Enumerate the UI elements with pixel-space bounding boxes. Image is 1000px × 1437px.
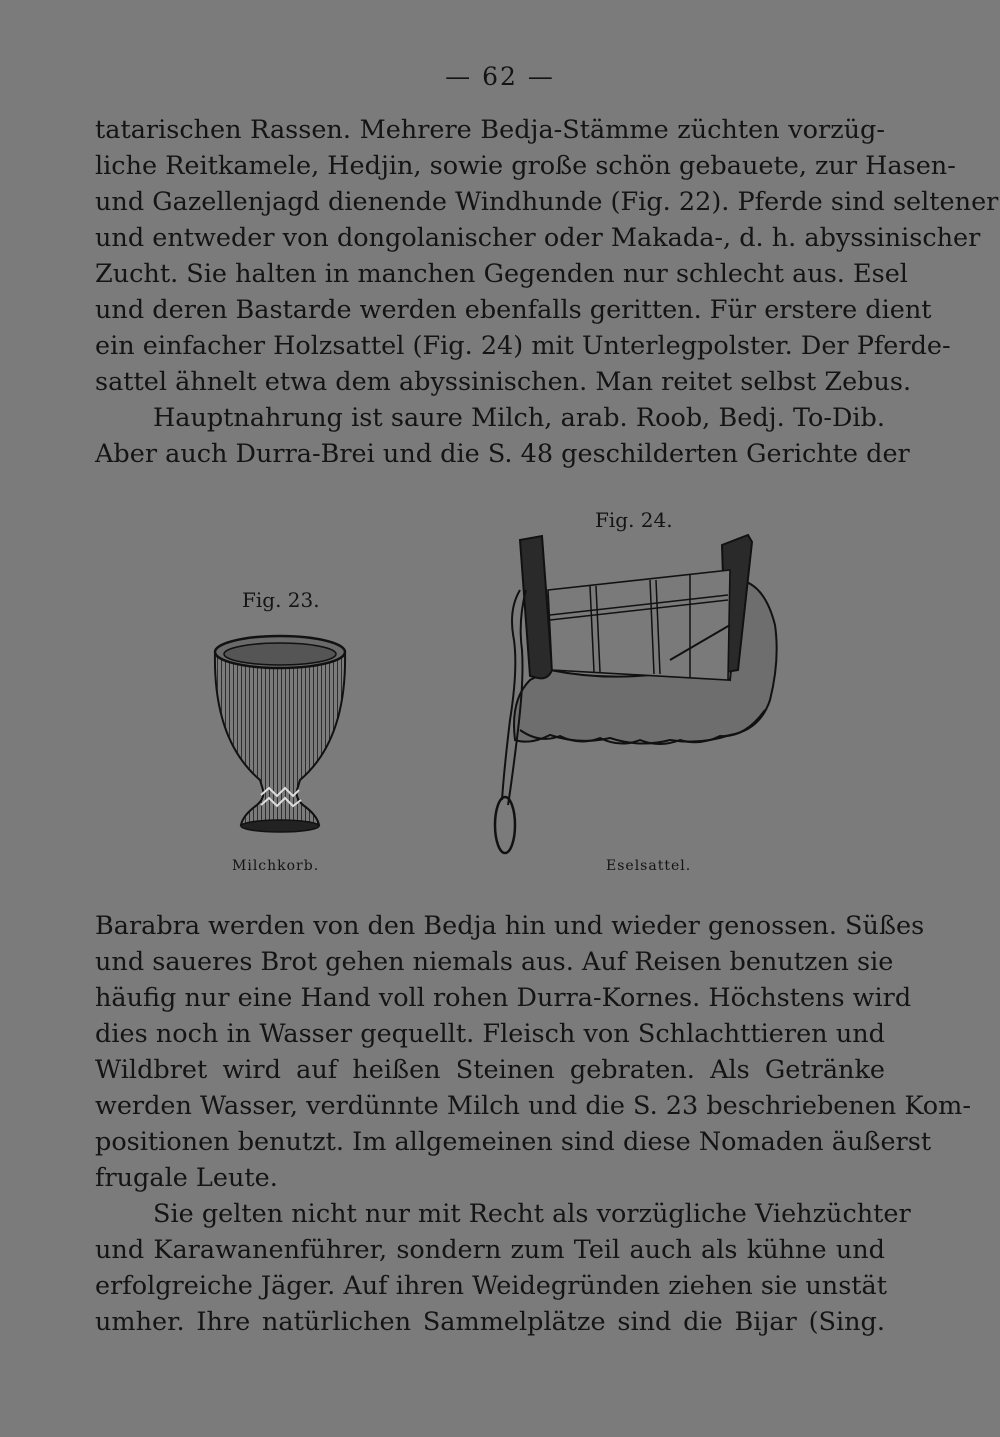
paragraph-1: [95, 112, 999, 400]
text-line: dies noch in Wasser gequellt. Fleisch von Schlachttieren und: [95, 1019, 885, 1049]
text-line: Hauptnahrung ist saure Milch, arab. Roob, Bedj. To-Dib.: [153, 403, 885, 433]
fig-23-label: Milchkorb.: [232, 858, 320, 874]
fig-24-label: Eselsattel.: [606, 858, 692, 874]
milk-basket-illustration: [205, 630, 355, 840]
text-line: und entweder von dongolanischer oder Makada-, d. h. abyssinischer: [95, 223, 981, 253]
text-line: umher. Ihre natürlichen Sammelplätze sind die Bijar (Sing.: [95, 1307, 885, 1337]
text-line: ein einfacher Holzsattel (Fig. 24) mit Unterlegpolster. Der Pferde-: [95, 331, 951, 361]
text-line: frugale Leute.: [95, 1163, 278, 1193]
text-line: und Karawanenführer, sondern zum Teil auch als kühne und: [95, 1235, 885, 1265]
fig-23-caption: Fig. 23.: [242, 588, 320, 612]
text-line: werden Wasser, verdünnte Milch und die S. 23 beschriebenen Kom-: [95, 1091, 971, 1121]
paragraph-4: [95, 1196, 911, 1340]
paragraph-3: [95, 908, 971, 1196]
text-line: erfolgreiche Jäger. Auf ihren Weidegründen ziehen sie unstät: [95, 1271, 887, 1301]
text-line: tatarischen Rassen. Mehrere Bedja-Stämme züchten vorzüg-: [95, 115, 885, 145]
text-line: Zucht. Sie halten in manchen Gegenden nur schlecht aus. Esel: [95, 259, 908, 289]
fig-24-caption: Fig. 24.: [595, 508, 673, 532]
text-line: sattel ähnelt etwa dem abyssinischen. Man reitet selbst Zebus.: [95, 367, 912, 397]
text-line: und deren Bastarde werden ebenfalls geritten. Für erstere dient: [95, 295, 932, 325]
text-line: und Gazellenjagd dienende Windhunde (Fig. 22). Pferde sind seltener: [95, 187, 999, 217]
text-line: Barabra werden von den Bedja hin und wieder genossen. Süßes: [95, 911, 925, 941]
donkey-saddle-illustration: [490, 530, 790, 865]
text-line: und saueres Brot gehen niemals aus. Auf Reisen benutzen sie: [95, 947, 894, 977]
page-number: — 62 —: [445, 62, 555, 91]
text-line: Sie gelten nicht nur mit Recht als vorzügliche Viehzüchter: [153, 1199, 911, 1229]
text-line: Aber auch Durra-Brei und die S. 48 geschilderten Gerichte der: [95, 439, 910, 469]
text-line: Wildbret wird auf heißen Steinen gebraten. Als Getränke: [95, 1055, 885, 1085]
text-line: positionen benutzt. Im allgemeinen sind diese Nomaden äußerst: [95, 1127, 932, 1157]
text-line: häufig nur eine Hand voll rohen Durra-Kornes. Höchstens wird: [95, 983, 912, 1013]
text-line: liche Reitkamele, Hedjin, sowie große schön gebauete, zur Hasen-: [95, 151, 956, 181]
paragraph-2: [95, 400, 910, 472]
